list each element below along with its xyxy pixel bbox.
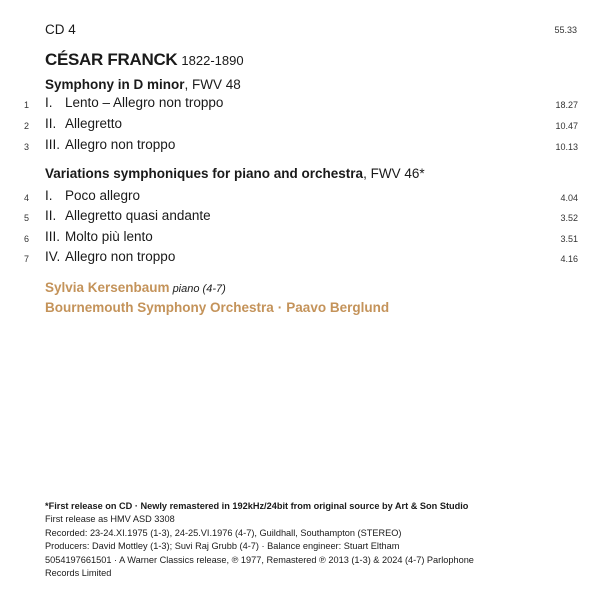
work-title-variations	[45, 166, 425, 181]
credit-separator: ·	[277, 300, 283, 315]
first-release-note: *First release on CD · Newly remastered in 192kHz/24bit from original source by Art & Son Studio	[45, 501, 469, 511]
work-catalog: , FWV 46*	[363, 166, 425, 181]
movement-roman: III.	[45, 229, 61, 244]
soloist-name: Sylvia Kersenbaum	[45, 280, 170, 295]
track-duration: 10.47	[555, 121, 578, 131]
movement-roman: I.	[45, 95, 53, 110]
movement-title: Poco allegro	[65, 188, 141, 203]
track-movement	[45, 229, 153, 244]
composer-heading	[45, 50, 244, 70]
liner-notes	[45, 500, 474, 580]
total-time: 55.33	[554, 25, 577, 35]
track-number: 6	[23, 234, 29, 244]
movement-roman: IV.	[45, 249, 61, 264]
track-movement	[45, 208, 211, 223]
conductor-name: Paavo Berglund	[286, 300, 390, 315]
composer-dates: 1822-1890	[181, 53, 244, 68]
track-movement	[45, 137, 175, 152]
track-movement	[45, 95, 223, 110]
track-duration: 18.27	[555, 100, 578, 110]
track-duration: 10.13	[555, 142, 578, 152]
movement-title: Allegretto	[65, 116, 123, 131]
movement-title: Allegro non troppo	[65, 137, 176, 152]
track-movement	[45, 188, 140, 203]
orchestra-name: Bournemouth Symphony Orchestra	[45, 300, 274, 315]
producers-info: Producers: David Mottley (1-3); Suvi Raj Grubb (4-7) · Balance engineer: Stuart Eltham	[45, 541, 400, 552]
track-number: 2	[23, 121, 29, 131]
orchestra-credit	[45, 300, 389, 315]
work-title-text: Symphony in D minor	[45, 77, 185, 92]
composer-name: CÉSAR FRANCK	[45, 50, 178, 69]
track-number: 5	[23, 213, 29, 223]
track-movement	[45, 249, 175, 264]
movement-roman: II.	[45, 116, 57, 131]
movement-title: Allegro non troppo	[65, 249, 176, 264]
movement-title: Allegretto quasi andante	[65, 208, 211, 223]
work-title-symphony	[45, 77, 241, 92]
track-number: 3	[23, 142, 29, 152]
track-movement	[45, 116, 122, 131]
track-duration: 3.52	[560, 213, 578, 223]
track-number: 7	[23, 254, 29, 264]
movement-title: Molto più lento	[65, 229, 153, 244]
first-release-as: First release as HMV ASD 3308	[45, 514, 175, 525]
track-number: 1	[23, 100, 29, 110]
copyright-line: 5054197661501 · A Warner Classics release, ℗ 1977, Remastered ℗ 2013 (1-3) & 2024 (4-7) Parlophone	[45, 554, 474, 565]
track-duration: 4.04	[560, 193, 578, 203]
work-title-text: Variations symphoniques for piano and orchestra	[45, 166, 364, 181]
soloist-credit	[45, 280, 226, 295]
recorded-info: Recorded: 23-24.XI.1975 (1-3), 24-25.VI.1976 (4-7), Guildhall, Southampton (STEREO)	[45, 527, 402, 538]
movement-roman: I.	[45, 188, 53, 203]
track-duration: 4.16	[560, 254, 578, 264]
soloist-role: piano (4-7)	[172, 283, 226, 295]
cd-label: CD 4	[45, 22, 76, 37]
work-catalog: , FWV 48	[184, 77, 241, 92]
movement-title: Lento – Allegro non troppo	[65, 95, 224, 110]
track-number: 4	[23, 193, 29, 203]
movement-roman: II.	[45, 208, 57, 223]
movement-roman: III.	[45, 137, 61, 152]
track-duration: 3.51	[560, 234, 578, 244]
copyright-line-cont: Records Limited	[45, 568, 112, 579]
